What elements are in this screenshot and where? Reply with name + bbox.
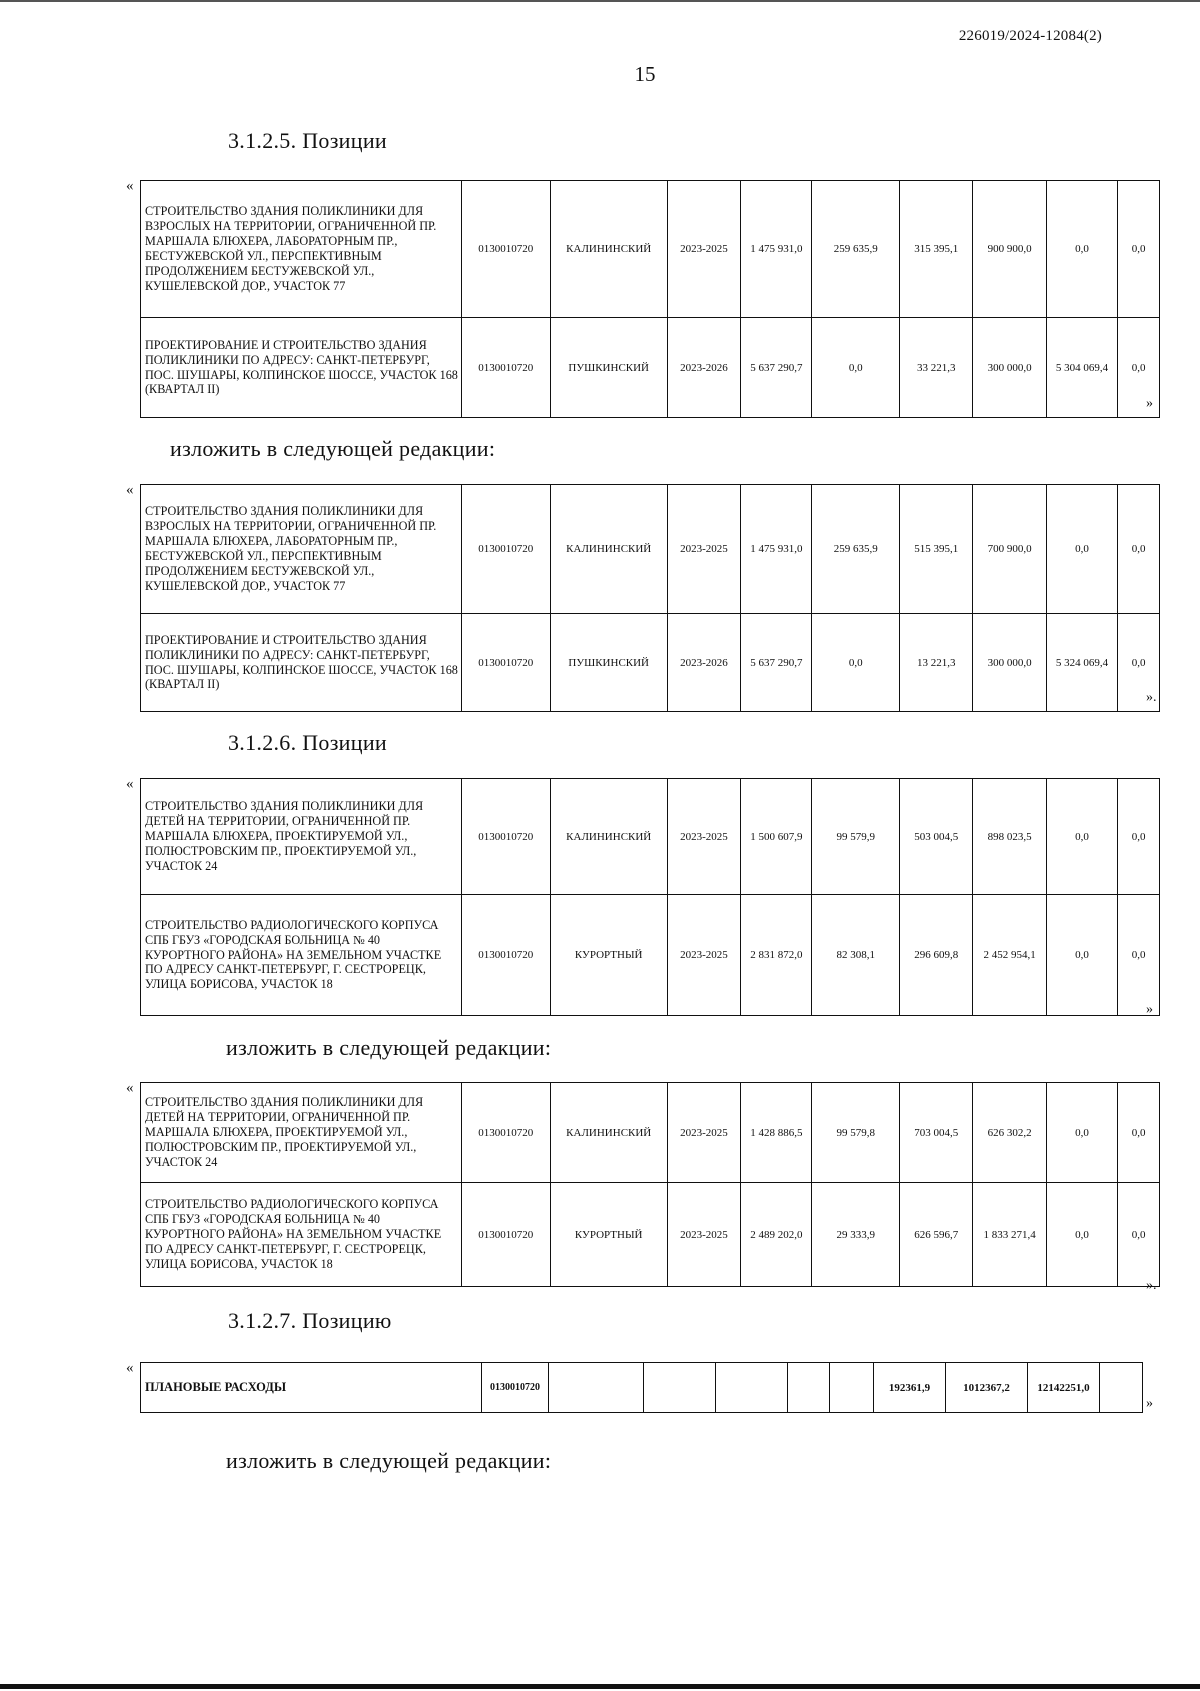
old-positions-table — [140, 778, 1160, 1016]
amount-cell: 12142251,0 — [1028, 1363, 1100, 1413]
total-cost: 2 489 202,0 — [741, 1183, 812, 1287]
amount-2027: 0,0 — [1118, 1083, 1160, 1183]
document-number: 226019/2024-12084(2) — [958, 28, 1102, 44]
budget-code: 0130010720 — [461, 614, 550, 712]
amount-2027: 0,0 — [1118, 614, 1160, 712]
opening-quote: « — [126, 1360, 134, 1376]
district: ПУШКИНСКИЙ — [550, 318, 667, 418]
new-positions-table — [140, 1082, 1160, 1287]
amount-2027: 0,0 — [1118, 895, 1160, 1016]
plan-table — [140, 1362, 1143, 1413]
amount-2025: 900 900,0 — [973, 181, 1046, 318]
amount-2023: 99 579,8 — [812, 1083, 900, 1183]
closing-quote: » — [1146, 396, 1153, 411]
section-heading: 3.1.2.6. Позиции — [228, 730, 387, 755]
amount-cell: 1012367,2 — [946, 1363, 1028, 1413]
opening-quote: « — [126, 482, 134, 498]
district: КАЛИНИНСКИЙ — [550, 1083, 667, 1183]
position-name: ПРОЕКТИРОВАНИЕ И СТРОИТЕЛЬСТВО ЗДАНИЯ ПОЛИКЛИНИКИ ПО АДРЕСУ: САНКТ-ПЕТЕРБУРГ, ПОС. ШУШАРЫ, КОЛПИНСКОЕ ШОССЕ, УЧАСТОК 168 (КВАРТАЛ II) — [141, 318, 462, 418]
table-row — [141, 485, 1160, 614]
table-row — [141, 1183, 1160, 1287]
total-cost: 1 428 886,5 — [741, 1083, 812, 1183]
opening-quote: « — [126, 1080, 134, 1096]
amount-2027: 0,0 — [1118, 1183, 1160, 1287]
edit-instruction: изложить в следующей редакции: — [226, 1035, 552, 1060]
amount-2027: 0,0 — [1118, 779, 1160, 895]
top-rule — [0, 0, 1200, 2]
amount-cell: 192361,9 — [874, 1363, 946, 1413]
period: 2023-2025 — [667, 895, 740, 1016]
table-row — [141, 318, 1160, 418]
closing-quote: ». — [1146, 1278, 1157, 1293]
period: 2023-2025 — [667, 779, 740, 895]
district: ПУШКИНСКИЙ — [550, 614, 667, 712]
position-name: СТРОИТЕЛЬСТВО РАДИОЛОГИЧЕСКОГО КОРПУСА СПБ ГБУЗ «ГОРОДСКАЯ БОЛЬНИЦА № 40 КУРОРТНОГО РАЙОНА» НА ЗЕМЕЛЬНОМ УЧАСТКЕ ПО АДРЕСУ САНКТ-ПЕТЕРБУРГ, Г. СЕСТРОРЕЦК, УЛИЦА БОРИСОВА, УЧАСТОК 18 — [141, 1183, 462, 1287]
opening-quote: « — [126, 776, 134, 792]
district: КАЛИНИНСКИЙ — [550, 779, 667, 895]
edit-instruction: изложить в следующей редакции: — [226, 1448, 552, 1473]
position-name: СТРОИТЕЛЬСТВО ЗДАНИЯ ПОЛИКЛИНИКИ ДЛЯ ВЗРОСЛЫХ НА ТЕРРИТОРИИ, ОГРАНИЧЕННОЙ ПР. МАРШАЛА БЛЮХЕРА, ЛАБОРАТОРНЫМ ПР., БЕСТУЖЕВСКОЙ УЛ., ПЕРСПЕКТИВНЫМ ПРОДОЛЖЕНИЕМ БЕСТУЖЕВСКОЙ УЛ., КУШЕЛЕВСКОЙ ДОР., УЧАСТОК 77 — [141, 485, 462, 614]
amount-2025: 300 000,0 — [973, 614, 1046, 712]
amount-2026: 0,0 — [1046, 895, 1117, 1016]
period: 2023-2025 — [667, 181, 740, 318]
amount-2026: 0,0 — [1046, 485, 1117, 614]
district: КАЛИНИНСКИЙ — [550, 181, 667, 318]
amount-2025: 898 023,5 — [973, 779, 1046, 895]
position-name: ПЛАНОВЫЕ РАСХОДЫ — [141, 1363, 482, 1413]
amount-2023: 99 579,9 — [812, 779, 900, 895]
amount-2023: 82 308,1 — [812, 895, 900, 1016]
table-row — [141, 779, 1160, 895]
amount-2023: 29 333,9 — [812, 1183, 900, 1287]
amount-2024: 703 004,5 — [900, 1083, 973, 1183]
total-cost: 1 475 931,0 — [741, 181, 812, 318]
district: КУРОРТНЫЙ — [550, 1183, 667, 1287]
period: 2023-2025 — [667, 1183, 740, 1287]
amount-2024: 515 395,1 — [900, 485, 973, 614]
district: КУРОРТНЫЙ — [550, 895, 667, 1016]
empty-cell — [788, 1363, 830, 1413]
amount-2024: 503 004,5 — [900, 779, 973, 895]
closing-quote: » — [1146, 1396, 1153, 1411]
amount-2026: 0,0 — [1046, 779, 1117, 895]
empty-cell — [1100, 1363, 1143, 1413]
budget-code: 0130010720 — [461, 485, 550, 614]
total-cost: 2 831 872,0 — [741, 895, 812, 1016]
period: 2023-2025 — [667, 1083, 740, 1183]
budget-code: 0130010720 — [461, 1183, 550, 1287]
amount-2023: 0,0 — [812, 614, 900, 712]
budget-code: 0130010720 — [461, 779, 550, 895]
amount-2024: 33 221,3 — [900, 318, 973, 418]
table-row — [141, 895, 1160, 1016]
total-cost: 5 637 290,7 — [741, 318, 812, 418]
page-number: 15 — [634, 62, 656, 86]
section-heading: 3.1.2.5. Позиции — [228, 128, 387, 153]
amount-2025: 626 302,2 — [973, 1083, 1046, 1183]
period: 2023-2026 — [667, 318, 740, 418]
period: 2023-2026 — [667, 614, 740, 712]
amount-2024: 626 596,7 — [900, 1183, 973, 1287]
new-positions-table — [140, 484, 1160, 712]
empty-cell — [716, 1363, 788, 1413]
amount-2027: 0,0 — [1118, 318, 1160, 418]
bottom-rule — [0, 1684, 1200, 1689]
empty-cell — [830, 1363, 874, 1413]
closing-quote: » — [1146, 1002, 1153, 1017]
section-heading: 3.1.2.7. Позицию — [228, 1308, 392, 1333]
amount-2026: 0,0 — [1046, 181, 1117, 318]
empty-cell — [549, 1363, 644, 1413]
position-name: СТРОИТЕЛЬСТВО РАДИОЛОГИЧЕСКОГО КОРПУСА СПБ ГБУЗ «ГОРОДСКАЯ БОЛЬНИЦА № 40 КУРОРТНОГО РАЙОНА» НА ЗЕМЕЛЬНОМ УЧАСТКЕ ПО АДРЕСУ САНКТ-ПЕТЕРБУРГ, Г. СЕСТРОРЕЦК, УЛИЦА БОРИСОВА, УЧАСТОК 18 — [141, 895, 462, 1016]
total-cost: 1 500 607,9 — [741, 779, 812, 895]
budget-code: 0130010720 — [482, 1363, 549, 1413]
table-row — [141, 614, 1160, 712]
budget-code: 0130010720 — [461, 318, 550, 418]
district: КАЛИНИНСКИЙ — [550, 485, 667, 614]
amount-2024: 296 609,8 — [900, 895, 973, 1016]
position-name: СТРОИТЕЛЬСТВО ЗДАНИЯ ПОЛИКЛИНИКИ ДЛЯ ДЕТЕЙ НА ТЕРРИТОРИИ, ОГРАНИЧЕННОЙ ПР. МАРШАЛА БЛЮХЕРА, ПРОЕКТИРУЕМОЙ УЛ., ПОЛЮСТРОВСКИМ ПР., ПРОЕКТИРУЕМОЙ УЛ., УЧАСТОК 24 — [141, 779, 462, 895]
amount-2023: 259 635,9 — [812, 181, 900, 318]
amount-2026: 0,0 — [1046, 1183, 1117, 1287]
total-cost: 1 475 931,0 — [741, 485, 812, 614]
amount-2027: 0,0 — [1118, 181, 1160, 318]
period: 2023-2025 — [667, 485, 740, 614]
amount-2024: 13 221,3 — [900, 614, 973, 712]
closing-quote: ». — [1146, 690, 1157, 705]
amount-2025: 300 000,0 — [973, 318, 1046, 418]
budget-code: 0130010720 — [461, 1083, 550, 1183]
empty-cell — [644, 1363, 716, 1413]
amount-2023: 259 635,9 — [812, 485, 900, 614]
amount-2026: 5 324 069,4 — [1046, 614, 1117, 712]
amount-2024: 315 395,1 — [900, 181, 973, 318]
position-name: СТРОИТЕЛЬСТВО ЗДАНИЯ ПОЛИКЛИНИКИ ДЛЯ ВЗРОСЛЫХ НА ТЕРРИТОРИИ, ОГРАНИЧЕННОЙ ПР. МАРШАЛА БЛЮХЕРА, ЛАБОРАТОРНЫМ ПР., БЕСТУЖЕВСКОЙ УЛ., ПЕРСПЕКТИВНЫМ ПРОДОЛЖЕНИЕМ БЕСТУЖЕВСКОЙ УЛ., КУШЕЛЕВСКОЙ ДОР., УЧАСТОК 77 — [141, 181, 462, 318]
amount-2023: 0,0 — [812, 318, 900, 418]
amount-2026: 0,0 — [1046, 1083, 1117, 1183]
position-name: СТРОИТЕЛЬСТВО ЗДАНИЯ ПОЛИКЛИНИКИ ДЛЯ ДЕТЕЙ НА ТЕРРИТОРИИ, ОГРАНИЧЕННОЙ ПР. МАРШАЛА БЛЮХЕРА, ПРОЕКТИРУЕМОЙ УЛ., ПОЛЮСТРОВСКИМ ПР., ПРОЕКТИРУЕМОЙ УЛ., УЧАСТОК 24 — [141, 1083, 462, 1183]
position-name: ПРОЕКТИРОВАНИЕ И СТРОИТЕЛЬСТВО ЗДАНИЯ ПОЛИКЛИНИКИ ПО АДРЕСУ: САНКТ-ПЕТЕРБУРГ, ПОС. ШУШАРЫ, КОЛПИНСКОЕ ШОССЕ, УЧАСТОК 168 (КВАРТАЛ II) — [141, 614, 462, 712]
table-row — [141, 1083, 1160, 1183]
table-row — [141, 181, 1160, 318]
old-positions-table — [140, 180, 1160, 418]
budget-code: 0130010720 — [461, 181, 550, 318]
edit-instruction: изложить в следующей редакции: — [170, 436, 496, 461]
amount-2025: 1 833 271,4 — [973, 1183, 1046, 1287]
amount-2026: 5 304 069,4 — [1046, 318, 1117, 418]
amount-2027: 0,0 — [1118, 485, 1160, 614]
amount-2025: 700 900,0 — [973, 485, 1046, 614]
total-cost: 5 637 290,7 — [741, 614, 812, 712]
table-row — [141, 1363, 1143, 1413]
opening-quote: « — [126, 178, 134, 194]
budget-code: 0130010720 — [461, 895, 550, 1016]
amount-2025: 2 452 954,1 — [973, 895, 1046, 1016]
